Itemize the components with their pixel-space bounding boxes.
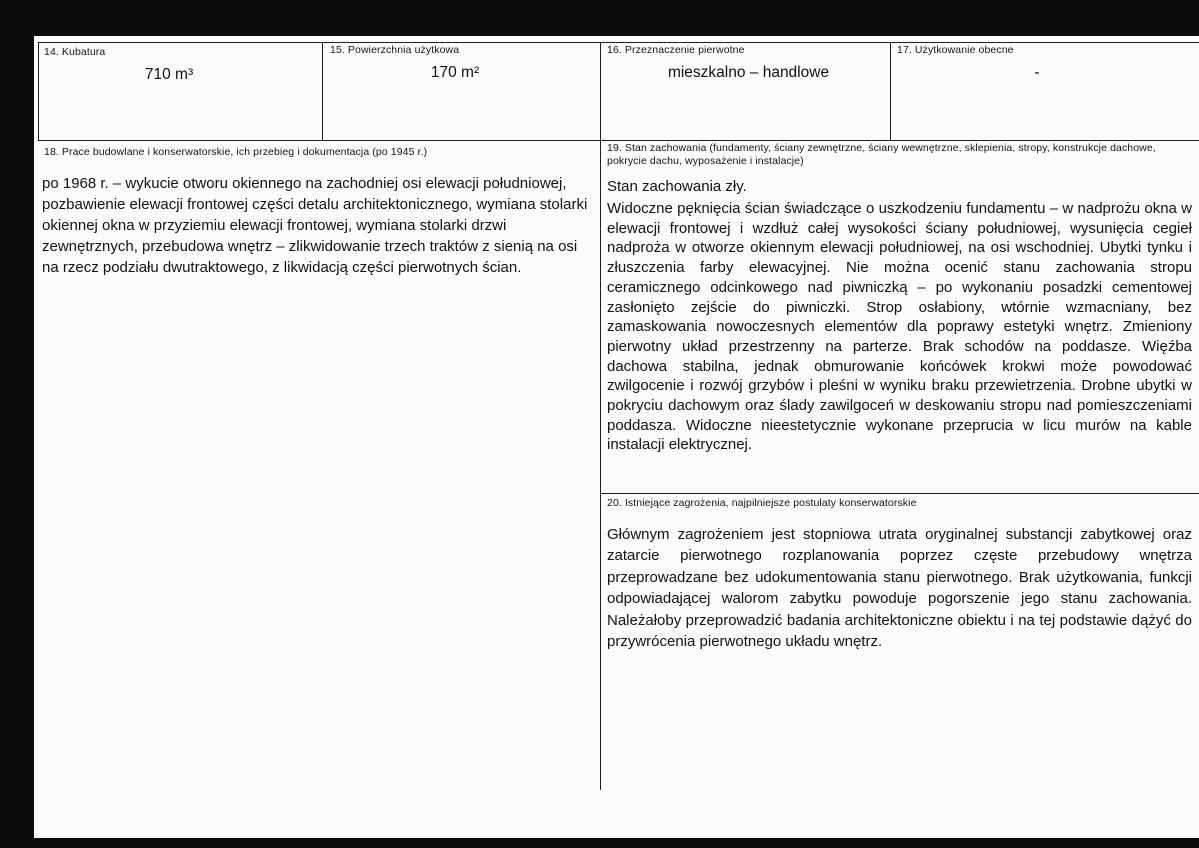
field-20-label: 20. Istniejące zagrożenia, najpilniejsze postulaty konserwatorskie [607, 497, 917, 509]
table-divider-center [600, 42, 601, 790]
field-14-label: 14. Kubatura [44, 46, 106, 58]
field-15-value: 170 m² [430, 64, 480, 81]
field-19-label: 19. Stan zachowania (fundamenty, ściany zewnętrzne, ściany wewnętrzne, sklepienia, stropy, konstrukcje dachowe, pokrycie dachu, wyposażenie i instalacje) [607, 142, 1156, 167]
field-18-body: po 1968 r. – wykucie otworu okiennego na zachodniej osi elewacji południowej, pozbawienie elewacji frontowej części detalu architektonicznego, wymiana stolarki okiennej okna w przyziemiu elewacji frontowej, wymiana stolarki drzwi zewnętrznych, przebudowa wnętrz – zlikwidowanie trzech traktów z sienią na osi na rzecz podziału dwutraktowego, z likwidacją części pierwotnych ścian. [42, 175, 588, 276]
table-border-left [38, 42, 39, 140]
field-18-label: 18. Prace budowlane i konserwatorskie, ich przebieg i dokumentacja (po 1945 r.) [44, 146, 428, 158]
table-border-top [38, 42, 1199, 43]
field-20-body: Głównym zagrożeniem jest stopniowa utrata oryginalnej substancji zabytkowej oraz zatarcie pierwotnego rozplanowania poprzez częste przebudowy wnętrza przeprowadzane bez udokumentowania stanu pierwotnego. Brak użytkowania, funkcji odpowiadającej walorom zabytku powoduje pogorszenie jego stanu zachowania. Należałoby przeprowadzić badania architektoniczne obiektu i na tej podstawie dążyć do przywrócenia pierwotnego układu wnętrz. [607, 526, 1192, 651]
table-divider-col14-15 [322, 42, 323, 140]
table-divider-col16-17 [890, 42, 891, 140]
field-19-body: Widoczne pęknięcia ścian świadczące o uszkodzeniu fundamentu – w nadprożu okna w elewacji frontowej i wzdłuż całej wysokości ściany południowej, wysunięcia cegieł nadproża w otworze okiennym elewacji południowej, na osi wschodniej. Ubytki tynku i złuszczenia farby elewacyjnej. Nie można ocenić stanu zachowania stropu ceramicznego odcinkowego nad piwniczką – po wykonaniu posadzki cementowej zasłonięto zejście do piwniczki. Strop osłabiony, wtórnie wzmacniany, bez zamaskowania nowoczesnych elementów dla poprawy estetyki wnętrz. Zmieniony pierwotny układ przestrzenny na parterze. Brak schodów na poddasze. Więźba dachowa stabilna, jednak obmurowanie końcówek krokwi może powodować zwilgocenie i rozwój grzybów i pleśni w wyniku braku przewietrzenia. Drobne ubytki w pokryciu dachowym oraz ślady zawilgoceń w deskowaniu stropu nad pomieszczeniami poddasza. Widoczne nieestetycznie wykonane przeprucia w licu murów na kable instalacji elektrycznej. [607, 200, 1192, 454]
table-border-row1-bottom [38, 140, 1199, 141]
field-17-value: - [1034, 64, 1040, 81]
field-14-value: 710 m³ [144, 66, 194, 83]
table-divider-19-20 [600, 493, 1199, 494]
field-16-value: mieszkalno – handlowe [667, 64, 830, 81]
field-15-label: 15. Powierzchnia użytkowa [330, 44, 460, 56]
field-16-label: 16. Przeznaczenie pierwotne [607, 44, 745, 56]
field-17-label: 17. Użytkowanie obecne [897, 44, 1014, 56]
field-19-intro: Stan zachowania zły. [607, 178, 747, 195]
